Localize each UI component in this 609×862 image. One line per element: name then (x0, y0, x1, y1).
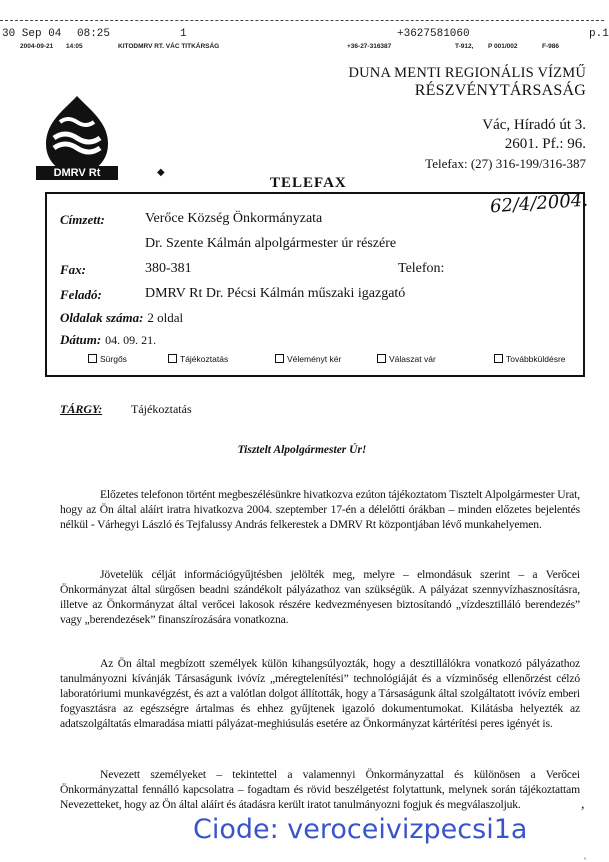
checkbox-label: Véleményt kér (287, 354, 342, 364)
bullet-mark: ◆ (157, 167, 165, 178)
checkbox-forward[interactable] (494, 354, 566, 364)
company-address (425, 116, 586, 173)
checkbox-label: Válaszat vár (389, 354, 436, 364)
transmit-sender: KITODMRV RT. VÁC TITKÁRSÁG (118, 43, 220, 50)
to-value: Verőce Község Önkormányzata (145, 211, 323, 226)
body-paragraph: Az Ön által megbízott személyek külön kihangsúlyozták, hogy a desztillálókra vonatkozó pályázathoz tanulmányozni kívánják Társaságunk ivóvíz „méregtelenítési” technológiáját és a vízminőség ellenőrzést célzó laboratóriumi munkavégzést, és azt a valótlan dolgot állították, hogy a Társaságunk által szolgáltatott ivóvíz emberi fogyasztásra az egészségre ártalmas és ehhez gyűjtenek igazoló dokumentumokat. Kilátásba helyezték az adatszolgáltatás elmaradása miatti pályázat-meghiúsulás esetére az Önkormányzat kártérítési peres igényét is. (60, 657, 580, 730)
from-label: Feladó: (60, 287, 102, 302)
checkbox-opinion[interactable] (275, 354, 341, 364)
to-value-2: Dr. Szente Kálmán alpolgármester úr részére (145, 236, 397, 251)
checkbox-urgent[interactable] (88, 354, 127, 364)
fax-time: 08:25 (77, 28, 111, 40)
checkbox-square-icon (494, 354, 503, 363)
fax-page-mark: p.1 (589, 28, 609, 40)
salutation: Tisztelt Alpolgármester Úr! (237, 444, 367, 456)
fax-value: 380-381 (145, 261, 192, 276)
checkbox-label: Továbbküldésre (506, 354, 566, 364)
date-row (60, 331, 156, 349)
transmit-number: +36-27-316387 (347, 43, 392, 50)
to-label: Címzett: (60, 212, 105, 227)
fax-page-no: 1 (180, 28, 187, 40)
checkbox-square-icon (168, 354, 177, 363)
transmit-code1: T-912, (455, 43, 474, 50)
company-name-line1: DUNA MENTI REGIONÁLIS VÍZMŰ (348, 65, 586, 81)
body-paragraph: Jövetelük célját információgyűjtésben jelölték meg, melyre – elmondásuk szerint – a Verőcei Önkormányzat által sürgősen beadni szándékolt pályázathoz van szükségük. A pályázat szennyvízhasznosításra, illetve az Önkormányzat által verőcei lakosok részére kedvezményesen biztosítandó „vízdesztilláló berendezés” vagy „berendezések” finanszírozására vonatkozna. (60, 568, 580, 626)
pages-row (60, 309, 183, 327)
pages-label: Oldalak száma: (60, 310, 144, 325)
subject-value: Tájékoztatás (131, 402, 192, 416)
fax-header-line (0, 28, 609, 41)
subject-label: TÁRGY: (60, 402, 103, 416)
body-paragraph: Nevezett személyeket – tekintettel a valamennyi Önkormányzattal és különösen a Verőcei Önkormányzattal fennálló kapcsolatra – fogadtam és rövid beszélgetést folytattunk, melynek során tájékoztattam Nevezetteket, hogy az Ön által aláírt és átadásra került iratot tanulmányozni fogjuk és megválaszoljuk. (60, 768, 580, 811)
transmit-time: 14:05 (66, 43, 83, 50)
document-title: TELEFAX (270, 175, 347, 191)
checkbox-square-icon (275, 354, 284, 363)
stray-mark: , (581, 797, 585, 812)
fax-label: Fax: (60, 262, 86, 277)
fax-date: 30 Sep 04 (2, 28, 62, 40)
checkbox-reply[interactable] (377, 354, 436, 364)
stray-mark: ˌ (583, 846, 587, 860)
checkbox-label: Sürgős (100, 354, 127, 364)
company-name (348, 64, 586, 100)
fax-number: +3627581060 (397, 28, 470, 40)
from-value: DMRV Rt Dr. Pécsi Kálmán műszaki igazgató (145, 286, 406, 301)
transmit-date: 2004-09-21 (20, 43, 54, 50)
checkbox-info[interactable] (168, 354, 228, 364)
checkbox-square-icon (377, 354, 386, 363)
date-value: 04. 09. 21. (105, 333, 157, 347)
pages-value: 2 oldal (147, 310, 184, 325)
fax-header-rule (0, 20, 604, 21)
logo-caption: DMRV Rt (36, 166, 118, 180)
address-telefax: Telefax: (27) 316-199/316-387 (425, 156, 586, 171)
address-street: Vác, Híradó út 3. (482, 117, 586, 133)
handwritten-reference: 62/4/2004. (489, 189, 589, 218)
phone-label: Telefon: (398, 261, 445, 276)
fax-transmit-line (0, 43, 604, 53)
code-watermark: Ciode: veroceivizpecsi1a (193, 814, 528, 845)
transmit-code3: F-986 (542, 43, 559, 50)
checkbox-label: Tájékoztatás (180, 354, 229, 364)
company-name-line2: RÉSZVÉNYTÁRSASÁG (414, 82, 586, 99)
date-label: Dátum: (60, 332, 102, 347)
address-pobox: 2601. Pf.: 96. (504, 136, 586, 152)
transmit-code2: P 001/002 (488, 43, 518, 50)
body-paragraph: Előzetes telefonon történt megbeszélésünkre hivatkozva ezúton tájékoztatom Tisztelt Alpolgármester Urat, hogy az Ön által aláírt iratra hivatkozva 2004. szeptember 17-én a délelőtti órákban – minden előzetes bejelentés nélkül - Várhegyi László és Tejfalussy András felkerestek a DMRV Rt központjában lévő munkahelyemen. (60, 488, 580, 531)
checkbox-square-icon (88, 354, 97, 363)
